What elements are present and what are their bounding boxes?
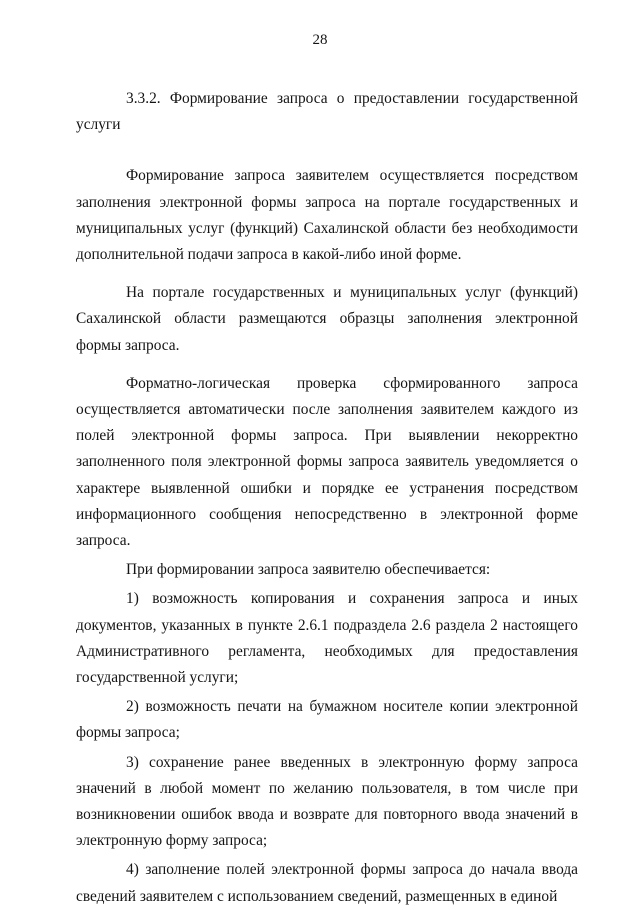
spacer <box>76 138 578 163</box>
section-heading: 3.3.2. Формирование запроса о предоставлении государственной услуги <box>76 90 578 134</box>
paragraph-forming-request: Формирование запроса заявителем осуществляется посредством заполнения электронной формы запроса на портале государственных и муниципальных услуг (функций) Сахалинской области без необходимости дополнительной подачи запроса в какой-либо иной форме. <box>76 167 578 264</box>
paragraph-format-check: Форматно-логическая проверка сформированного запроса осуществляется автоматически после заполнения заявителем каждого из полей электронной формы запроса. При выявлении некорректно заполненного поля электронной формы запроса заявитель уведомляется о характере выявленной ошибки и порядке ее устранения посредством информационного сообщения непосредственно в электронной форме запроса. <box>76 374 578 550</box>
paragraph-provided-features: При формировании запроса заявителю обеспечивается: <box>126 561 491 579</box>
spacer <box>76 359 578 371</box>
document-body <box>76 86 578 910</box>
list-item-1: 1) возможность копирования и сохранения запроса и иных документов, указанных в пункте 2.6.1 подраздела 2.6 раздела 2 настоящего Административного регламента, необходимых для предоставления государственной услуги; <box>76 590 578 687</box>
page-number: 28 <box>312 32 328 48</box>
list-item-2: 2) возможность печати на бумажном носителе копии электронной формы запроса; <box>76 698 578 742</box>
paragraph-portal-samples: На портале государственных и муниципальных услуг (функций) Сахалинской области размещаются образцы заполнения электронной формы запроса. <box>76 284 578 354</box>
list-item-4: 4) заполнение полей электронной формы запроса до начала ввода сведений заявителем с использованием сведений, размещенных в единой <box>76 861 578 905</box>
spacer <box>76 268 578 280</box>
list-item-3: 3) сохранение ранее введенных в электронную форму запроса значений в любой момент по желанию пользователя, в том числе при возникновении ошибок ввода и возврате для повторного ввода значений в электронную форму запроса; <box>76 753 578 850</box>
